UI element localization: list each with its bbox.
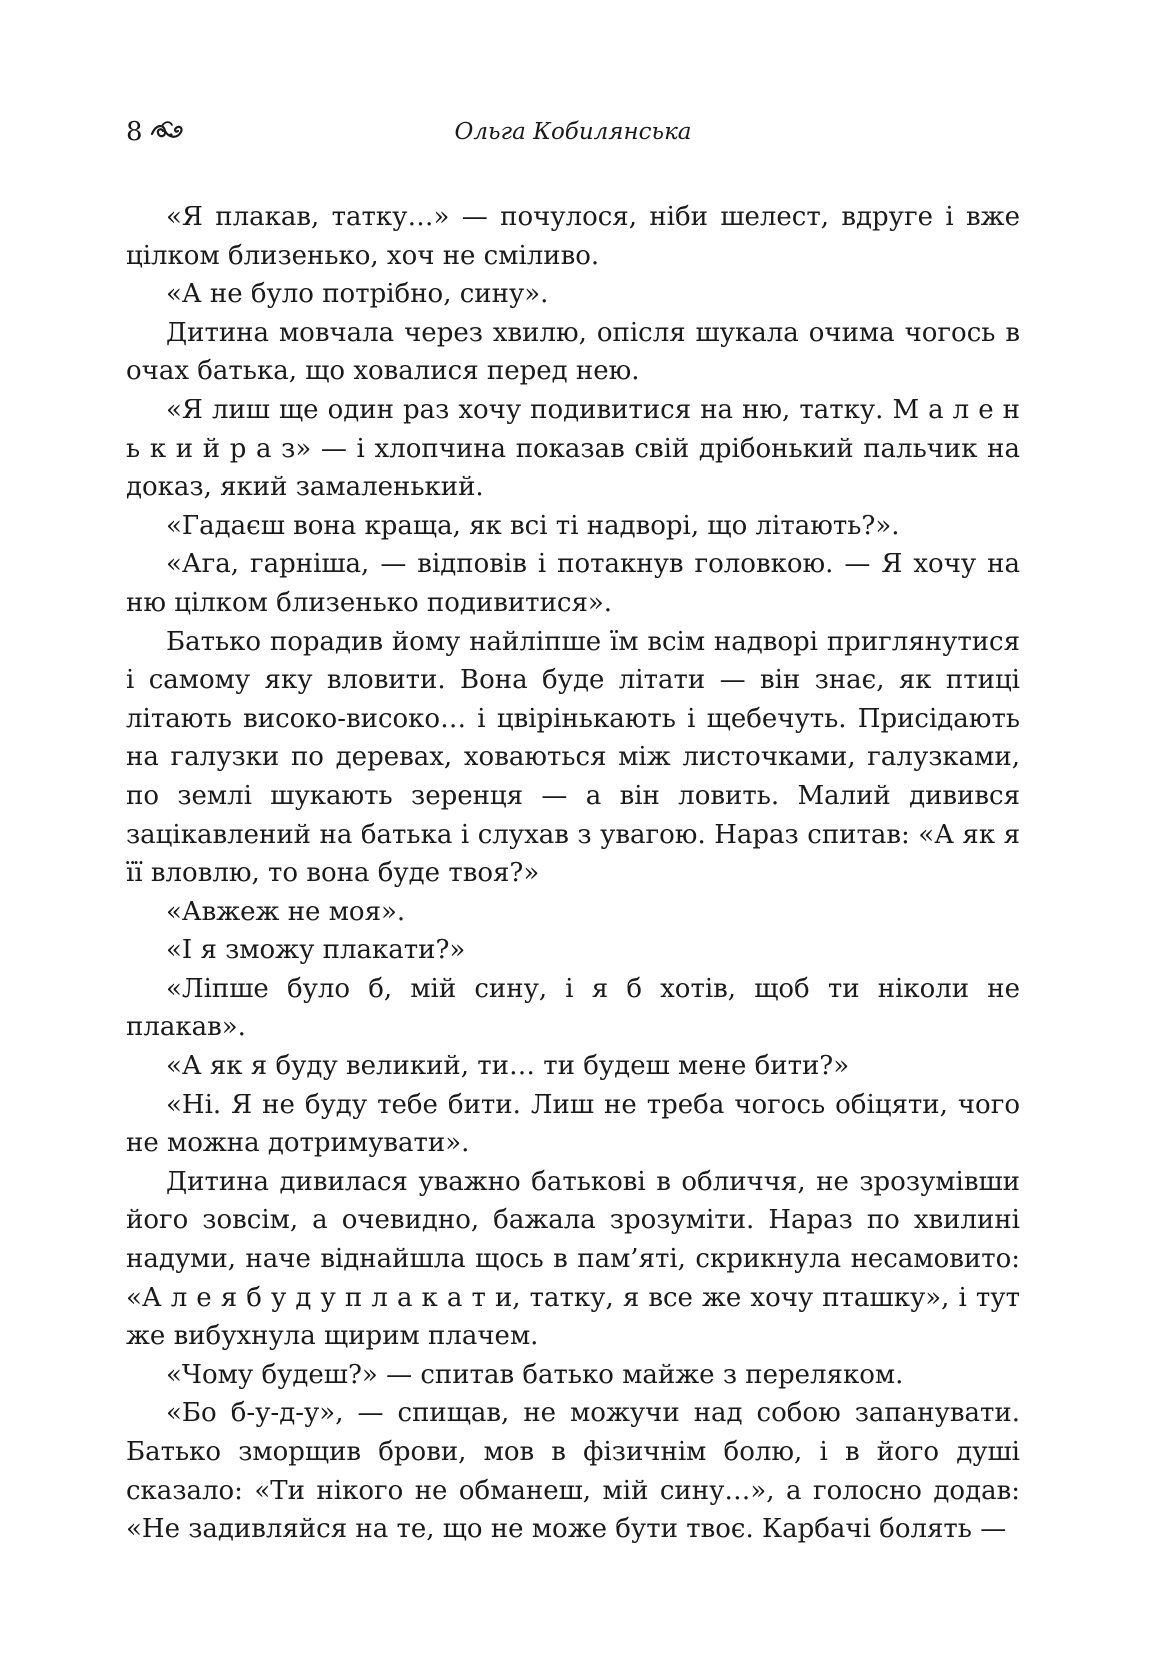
paragraph: «Гадаєш вона краща, як всі ті надворі, що літають?». <box>166 510 900 541</box>
page-header <box>126 112 1020 152</box>
running-head-author: Ольга Кобилянська <box>454 119 692 145</box>
paragraph: Дитина дивилася уважно батькові в обличчя, не зрозумівши його зовсім, а очевидно, бажала зрозуміти. Нараз по хвилині надуми, наче віднайшла щось в пам’яті, скрикнула несамовито: «А л е я б у д у п л а к а т и, татку, я все же хочу пташку», і тут же вибухнула щирим плачем. <box>126 1166 1020 1352</box>
page-number: 8 <box>126 117 143 147</box>
paragraph: «Я плакав, татку…» — почулося, ніби шелест, вдруге і вже цілком близенько, хоч не сміливо. <box>126 202 1020 271</box>
paragraph: «Чому будеш?» — спитав батько майже з переляком. <box>166 1359 904 1390</box>
paragraph: «Ага, гарніша, — відповів і потакнув головкою. — Я хочу на ню цілком близенько подивитися». <box>126 549 1020 618</box>
paragraph: «Я лиш ще один раз хочу подивитися на ню, татку. М а л е н ь к и й р а з» — і хлопчина показав свій дрібонький пальчик на доказ, який замаленький. <box>126 394 1020 503</box>
paragraph: Дитина мовчала через хвилю, опісля шукала очима чогось в очах батька, що ховалися перед нею. <box>126 317 1020 387</box>
paragraph: «Бо б-у-д-у», — спищав, не можучи над собою запанувати. Батько зморщив брови, мов в фізичнім болю, і в його душі сказало: «Ти нікого не обманеш, мій сину…», а голосно додав: «Не задивляйся на те, що не може бути твоє. Карбачі болять — <box>126 1398 1020 1545</box>
paragraph: «І я зможу плакати?» <box>166 935 466 966</box>
paragraph: «А як я буду великий, ти… ти будеш мене бити?» <box>166 1051 850 1082</box>
paragraph: Батько порадив йому найліпше їм всім надворі приглянутися і самому яку вловити. Вона буде літати — він знає, як птиці літають високо-високо… і цвірінькають і щебечуть. Присідають на галузки по деревах, ховаються між листочками, галузками, по землі шукають зеренця — а він ловить. Малий дивився зацікавлений на батька і слухав з увагою. Нараз спитав: «А як я її вловлю, то вона буде твоя?» <box>126 626 1020 889</box>
paragraph: «Ні. Я не буду тебе бити. Лиш не треба чогось обіцяти, чого не можна дотримувати». <box>126 1089 1020 1159</box>
paragraph: «Ліпше було б, мій сину, і я б хотів, щоб ти ніколи не плакав». <box>126 973 1020 1043</box>
paragraph: «Авжеж не моя». <box>166 896 406 927</box>
paragraph: «А не було потрібно, сину». <box>166 279 549 310</box>
body-text <box>126 198 1020 1549</box>
